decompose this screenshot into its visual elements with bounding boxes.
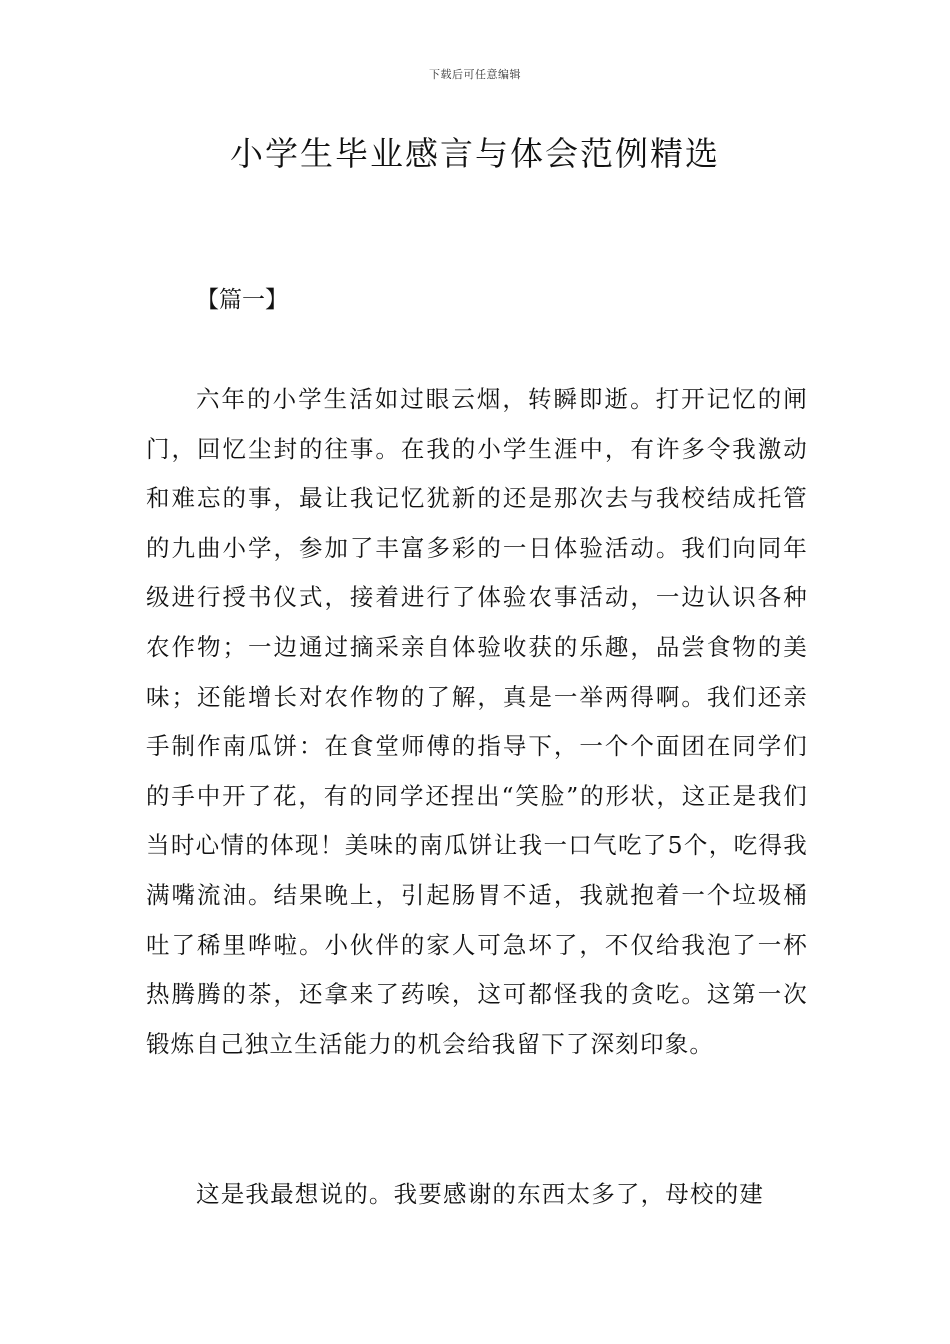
header-note: 下载后可任意编辑 bbox=[429, 68, 521, 81]
paragraph-1: 六年的小学生活如过眼云烟，转瞬即逝。打开记忆的闸门，回忆尘封的往事。在我的小学生涯中，有许多令我激动和难忘的事，最让我记忆犹新的还是那次去与我校结成托管的九曲小学，参加了丰富多彩的一日体验活动。我们向同年级进行授书仪式，接着进行了体验农事活动，一边认识各种农作物；一边通过摘采亲自体验收获的乐趣，品尝食物的美味；还能增长对农作物的了解，真是一举两得啊。我们还亲手制作南瓜饼：在食堂师傅的指导下，一个个面团在同学们的手中开了花，有的同学还捏出“笑脸”的形状，这正是我们当时心情的体现！美味的南瓜饼让我一口气吃了5个，吃得我满嘴流油。结果晚上，引起肠胃不适，我就抱着一个垃圾桶吐了稀里哗啦。小伙伴的家人可急坏了，不仅给我泡了一杯热腾腾的茶，还拿来了药唉，这可都怪我的贪吃。这第一次锻炼自己独立生活能力的机会给我留下了深刻印象。 bbox=[146, 385, 808, 1058]
paragraph-2: 这是我最想说的。我要感谢的东西太多了，母校的建 bbox=[196, 1180, 765, 1208]
section-label: 【篇一】 bbox=[196, 287, 288, 313]
page-title: 小学生毕业感言与体会范例精选 bbox=[230, 134, 720, 173]
